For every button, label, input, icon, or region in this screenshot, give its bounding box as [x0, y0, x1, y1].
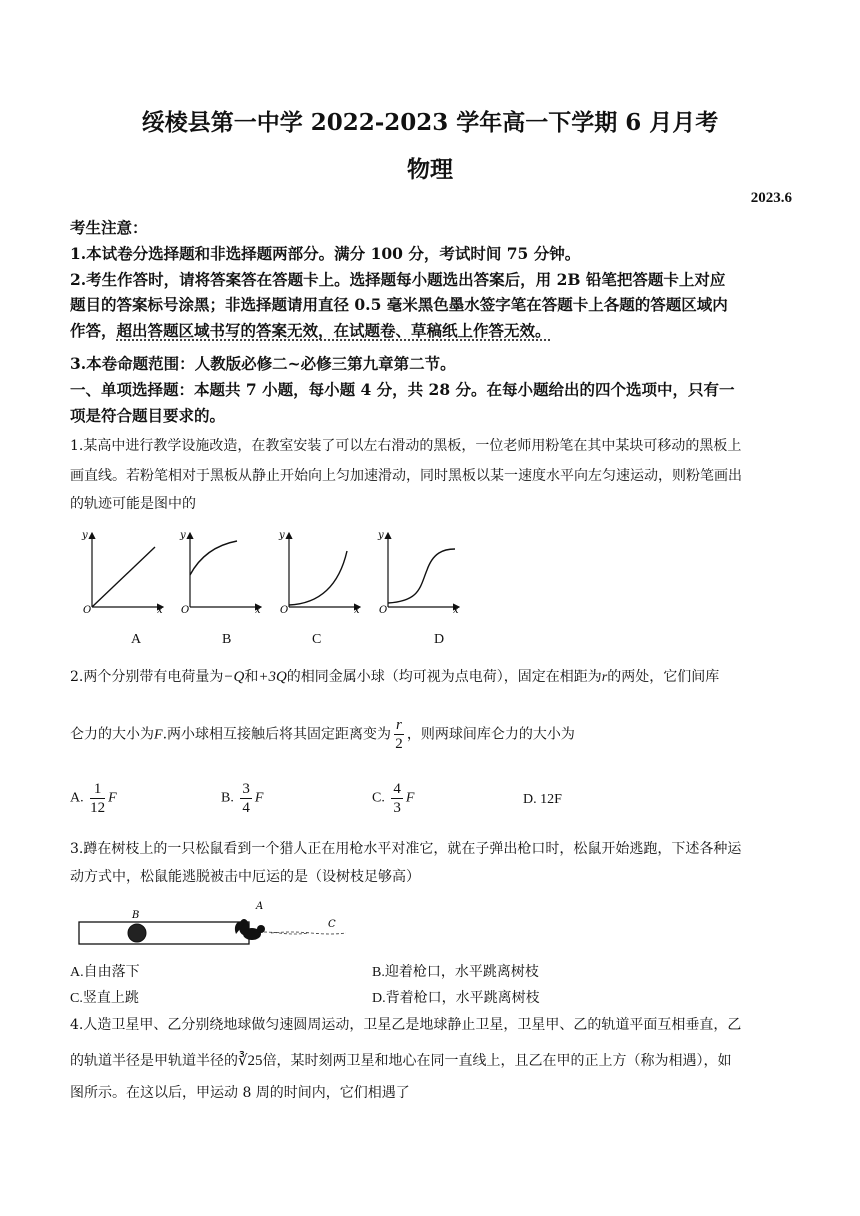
- graph-c-y-label: y: [279, 530, 285, 541]
- notice-item-2-line-2: 题目的答案标号涂黑；非选择题请用直径 0.5 毫米黑色墨水签字笔在答题卡上各题的答题区域内: [70, 295, 728, 314]
- q2-distance-fraction: [394, 716, 404, 753]
- bullet: [128, 924, 146, 942]
- q3-line-2: 动方式中，松鼠能逃脱被击中厄运的是（设树枝足够高）: [70, 869, 420, 885]
- q2-option-a-label: A.: [70, 790, 84, 806]
- graph-d-origin: O: [379, 605, 388, 615]
- q2-option-c-num: 4: [393, 781, 401, 797]
- q2-option-a-fraction: [90, 780, 105, 817]
- q2-line-1-part-c: 的相同金属小球（均可视为点电荷），固定在相距为: [286, 669, 602, 685]
- q2-line-2: [70, 716, 792, 753]
- q2-line-2-part-a: 仑力的大小为: [70, 726, 154, 743]
- q2-option-b-num: 3: [242, 781, 250, 797]
- q3-figure: [76, 898, 366, 950]
- trajectory-right: [271, 932, 346, 934]
- q2-line-2-part-c: ，则两球间库仑力的大小为: [406, 726, 575, 743]
- q2-line-1-part-b: 和: [244, 669, 259, 685]
- exam-title: 绥棱县第一中学 2022-2023 学年高一下学期 6 月月考: [141, 109, 719, 136]
- q4-cube-root: ∛25: [238, 1053, 263, 1069]
- q2-distance-r: r: [601, 670, 608, 685]
- q2-line-1-part-a: 2.两个分别带有电荷量为: [70, 669, 224, 685]
- notice-item-2-line-3-emphasis: 超出答题区域书写的答案无效，在试题卷、草稿纸上作答无效。: [116, 321, 551, 340]
- graph-c: [278, 530, 360, 615]
- graph-b: [179, 530, 261, 615]
- q3-option-c[interactable]: C.竖直上跳: [70, 991, 139, 1006]
- q2-option-a-num: 1: [90, 780, 105, 799]
- q2-force-F: F: [154, 727, 163, 743]
- q4-line-3: 图所示。在这以后，甲运动 8 周的时间内，它们相遇了: [70, 1085, 410, 1101]
- q2-fraction-numerator: r: [396, 717, 402, 733]
- graph-c-caption: C: [312, 632, 322, 647]
- q2-charge-1: −Q: [223, 669, 245, 685]
- q2-option-c-label: C.: [372, 790, 385, 806]
- q2-option-c-F: F: [405, 790, 415, 806]
- q1-line-1: 1.某高中进行教学设施改造，在教室安装了可以左右滑动的黑板，一位老师用粉笔在其中某块可移动的黑板上: [70, 438, 742, 454]
- graph-a-curve: [92, 547, 155, 607]
- graph-c-x-label: x: [354, 605, 360, 615]
- graph-b-caption: B: [222, 632, 232, 647]
- graph-d: [377, 530, 459, 615]
- q2-option-b[interactable]: [221, 780, 263, 817]
- q2-option-a-F: F: [108, 790, 117, 806]
- q1-line-3: 的轨迹可能是图中的: [70, 496, 196, 512]
- notice-item-2-line-3-start: 作答，: [70, 321, 117, 340]
- notice-item-2-line-3: [70, 318, 792, 343]
- graph-a-caption: A: [131, 632, 142, 647]
- graph-c-curve: [289, 551, 347, 605]
- q4-line-2: [70, 1046, 792, 1076]
- notice-heading: 考生注意：: [70, 218, 148, 237]
- graph-a-y-label: y: [82, 530, 88, 541]
- q3-line-1: 3.蹲在树枝上的一只松鼠看到一个猎人正在用枪水平对准它，就在子弹出枪口时，松鼠开始逃跑，下述各种运: [70, 841, 742, 857]
- q4-line-2-part-a: 的轨道半径是甲轨道半径的: [70, 1053, 238, 1069]
- notice-item-1: 1.本试卷分选择题和非选择题两部分。满分 100 分，考试时间 75 分钟。: [70, 244, 581, 263]
- section-1-line-2: 项是符合题目要求的。: [70, 406, 226, 425]
- q2-option-a-den: 12: [90, 800, 106, 816]
- graph-d-curve: [388, 549, 455, 603]
- q2-option-b-fraction: [240, 780, 252, 817]
- graph-d-y-label: y: [378, 530, 384, 541]
- notice-item-2-line-1: 2.考生作答时，请将答案答在答题卡上。选择题每小题选出答案后，用 2B 铅笔把答题卡上对应: [70, 270, 726, 289]
- graph-a-x-label: x: [157, 605, 163, 615]
- graph-b-origin: O: [181, 605, 190, 615]
- q2-fraction-denominator: 2: [395, 736, 403, 752]
- q4-line-1: 4.人造卫星甲、乙分别绕地球做匀速圆周运动，卫星乙是地球静止卫星，卫星甲、乙的轨道平面互相垂直，乙: [70, 1017, 742, 1033]
- gun-barrel: [79, 922, 249, 944]
- graph-a-origin: O: [83, 605, 92, 615]
- label-c: C: [328, 919, 336, 930]
- q2-line-1: [70, 662, 792, 693]
- graph-a: [81, 530, 163, 615]
- subject-title: 物理: [407, 156, 453, 183]
- graph-c-origin: O: [280, 605, 289, 615]
- q2-option-c[interactable]: [372, 780, 414, 817]
- graph-b-curve: [190, 541, 237, 575]
- q2-line-1-part-d: 的两处，它们间库: [607, 669, 720, 685]
- q1-line-2: 画直线。若粉笔相对于黑板从静止开始向上匀加速滑动，同时黑板以某一速度水平向左匀速运动，则粉笔画出: [70, 468, 742, 484]
- graph-b-y-label: y: [180, 530, 186, 541]
- q2-option-a[interactable]: [70, 780, 117, 817]
- q3-option-a[interactable]: A.自由落下: [70, 965, 140, 980]
- q2-option-d[interactable]: D. 12F: [523, 792, 562, 807]
- q2-option-b-label: B.: [221, 790, 234, 806]
- exam-date: 2023.6: [750, 190, 792, 206]
- q2-line-2-part-b: .两小球相互接触后将其固定距离变为: [162, 726, 392, 743]
- section-1-line-1: 一、单项选择题：本题共 7 小题，每小题 4 分，共 28 分。在每小题给出的四个选项中，只有一: [70, 380, 735, 399]
- q2-option-c-den: 3: [393, 800, 401, 816]
- graph-d-caption: D: [434, 632, 445, 647]
- q4-line-2-part-b: 倍，某时刻两卫星和地心在同一直线上，且乙在甲的正上方（称为相遇），如: [262, 1053, 732, 1069]
- q2-option-c-fraction: [391, 780, 403, 817]
- q1-graphs: [75, 525, 475, 615]
- q3-option-b[interactable]: B.迎着枪口，水平跳离树枝: [372, 965, 539, 980]
- graph-b-x-label: x: [255, 605, 261, 615]
- notice-item-3: 3.本卷命题范围：人教版必修二~必修三第九章第二节。: [70, 354, 456, 373]
- label-b: B: [132, 910, 140, 921]
- graph-d-x-label: x: [453, 605, 459, 615]
- q2-option-b-F: F: [254, 790, 264, 806]
- q3-option-d[interactable]: D.背着枪口，水平跳离树枝: [372, 991, 540, 1006]
- label-a: A: [256, 901, 264, 912]
- q2-charge-2: +3Q: [258, 669, 287, 685]
- q2-option-b-den: 4: [242, 800, 250, 816]
